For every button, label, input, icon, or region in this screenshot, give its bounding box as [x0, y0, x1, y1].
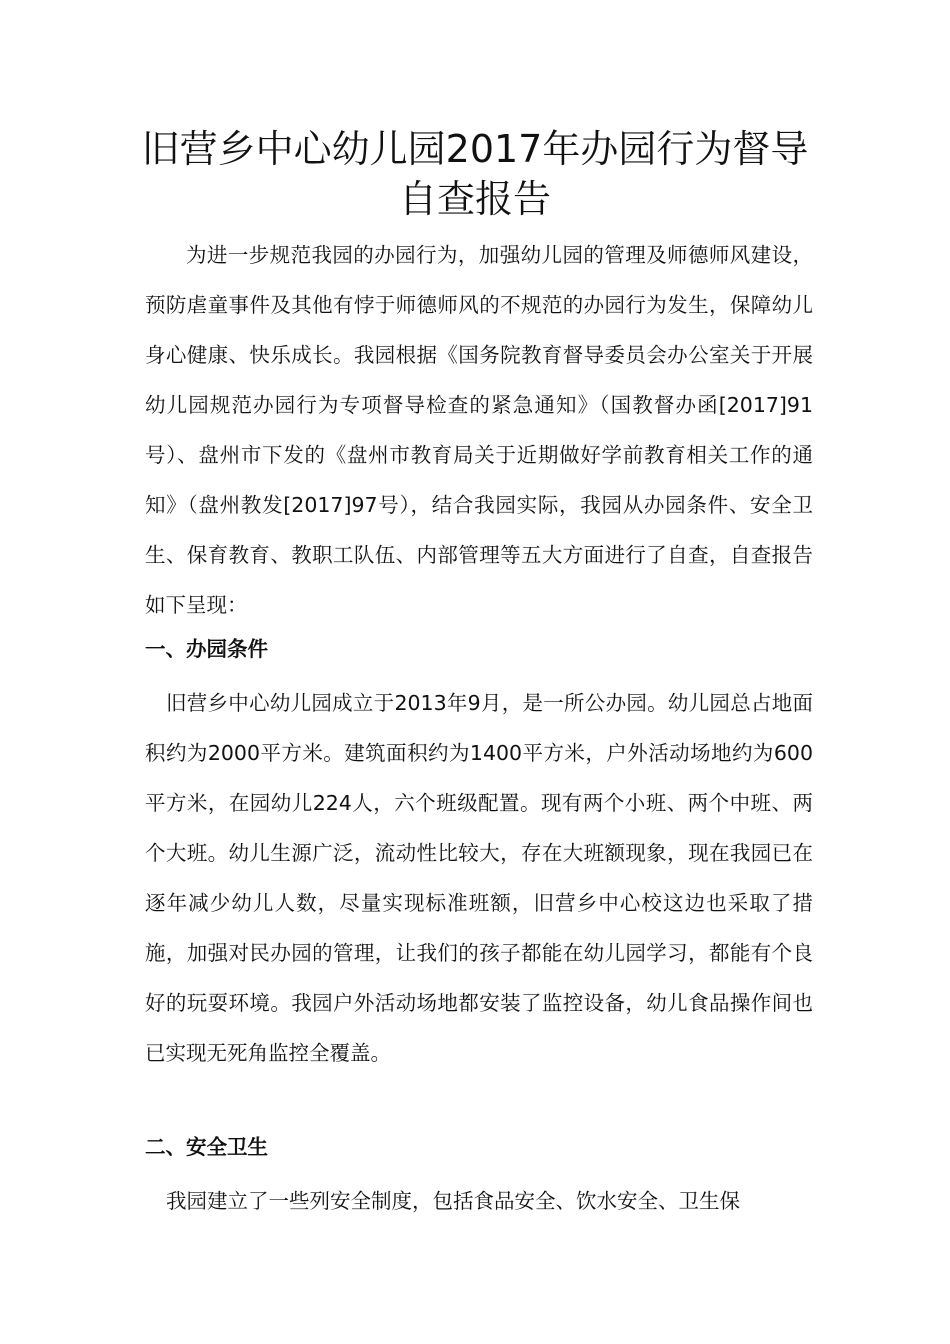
document-title: 旧营乡中心幼儿园2017年办园行为督导自查报告	[141, 127, 809, 221]
intro-paragraph: 为进一步规范我园的办园行为，加强幼儿园的管理及师德师风建设，预防虐童事件及其他有悖于师德师风的不规范的办园行为发生，保障幼儿身心健康、快乐成长。我园根据《国务院教育督导委员会办公室关于开展幼儿园规范办园行为专项督导检查的紧急通知》（国教督办函[2017]91号）、盘州市下发的《盘州市教育局关于近期做好学前教育相关工作的通知》（盘州教发[2017]97号），结合我园实际，我园从办园条件、安全卫生、保育教育、教职工队伍、内部管理等五大方面进行了自查，自查报告如下呈现：	[145, 243, 813, 617]
section-heading-conditions: 一、办园条件	[145, 637, 268, 661]
section-paragraph-safety: 我园建立了一些列安全制度，包括食品安全、饮水安全、卫生保	[166, 1189, 740, 1213]
section-paragraph-conditions: 旧营乡中心幼儿园成立于2013年9月，是一所公办园。幼儿园总占地面积约为2000平方米。建筑面积约为1400平方米，户外活动场地约为600平方米，在园幼儿224人，六个班级配置。现有两个小班、两个中班、两个大班。幼儿生源广泛，流动性比较大，存在大班额现象，现在我园已在逐年减少幼儿人数，尽量实现标准班额，旧营乡中心校这边也采取了措施，加强对民办园的管理，让我们的孩子都能在幼儿园学习，都能有个良好的玩耍环境。我园户外活动场地都安装了监控设备，幼儿食品操作间也已实现无死角监控全覆盖。	[145, 691, 813, 1065]
section-heading-safety: 二、安全卫生	[145, 1135, 268, 1159]
